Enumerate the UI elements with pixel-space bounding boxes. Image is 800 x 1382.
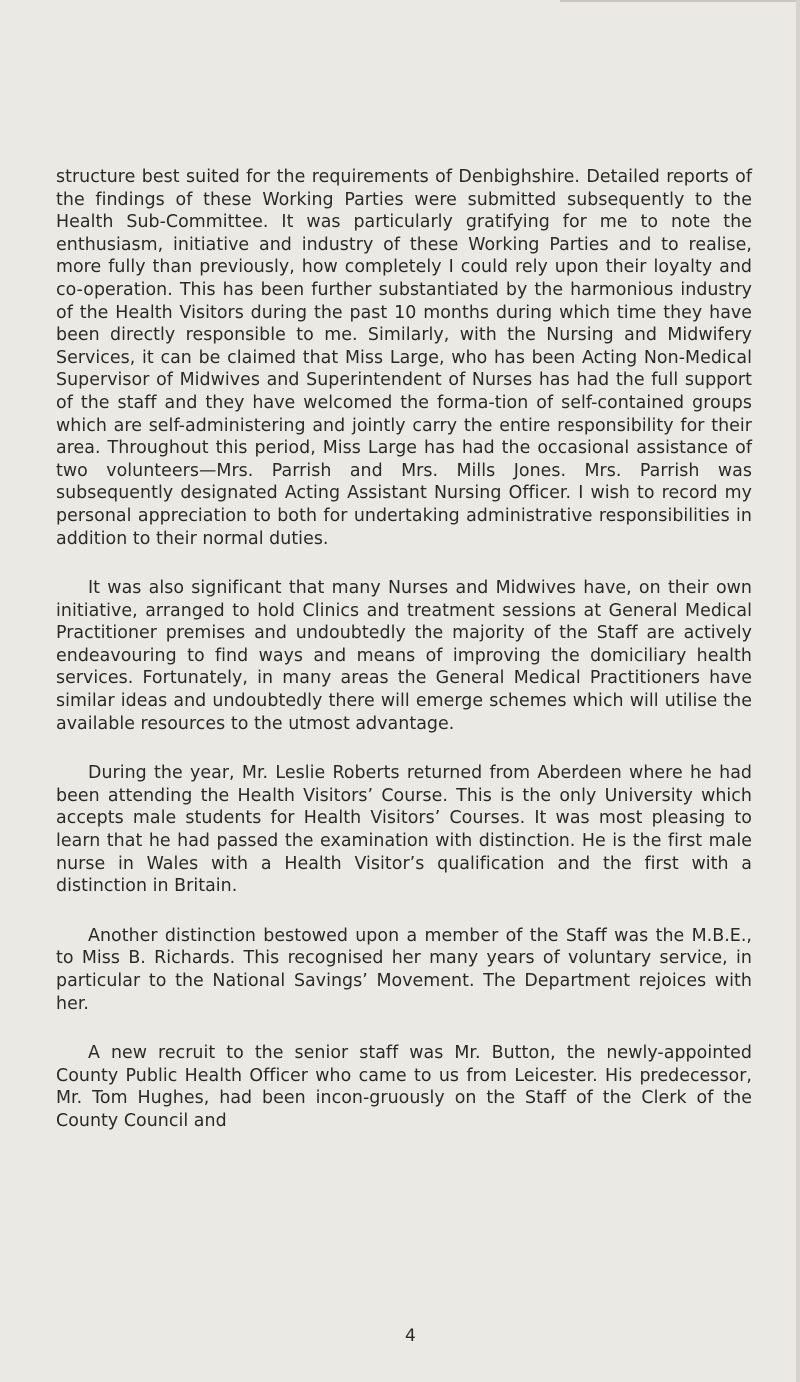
- paragraph-clinics: It was also significant that many Nurses and Midwives have, on their own initiative, arranged to hold Clinics and treatment sessions at General Medical Practitioner premises and undoubtedly the majority of the Staff are actively endeavouring to find ways and means of improving the domiciliary health services. Fortunately, in many areas the General Medical Practitioners have similar ideas and undoubtedly there will emerge schemes which will utilise the available resources to the utmost advantage.: [56, 578, 752, 734]
- scan-edge-right: [796, 0, 800, 1382]
- paragraph-health-visitors-course: During the year, Mr. Leslie Roberts returned from Aberdeen where he had been attending the Health Visitors’ Course. This is the only University which accepts male students for Health Visitors’ Courses. It was most pleasing to learn that he had passed the examination with distinction. He is the first male nurse in Wales with a Health Visitor’s qualification and the first with a distinction in Britain.: [56, 763, 752, 897]
- body-text: [56, 166, 752, 1160]
- paragraph-continuation: structure best suited for the requirements of Denbighshire. Detailed reports of the findings of these Working Parties were submitted subsequently to the Health Sub-Committee. It was particularly gratifying for me to note the enthusiasm, initiative and industry of these Working Parties and to realise, more fully than previously, how completely I could rely upon their loyalty and co-operation. This has been further substantiated by the harmonious industry of the Health Visitors during the past 10 months during which time they have been directly responsible to me. Similarly, with the Nursing and Midwifery Services, it can be claimed that Miss Large, who has been Acting Non-Medical Supervisor of Midwives and Superintendent of Nurses has had the full support of the staff and they have welcomed the forma-tion of self-contained groups which are self-administering and jointly carry the entire responsibility for their area. Throughout this period, Miss Large has had the occasional assistance of two volunteers—Mrs. Parrish and Mrs. Mills Jones. Mrs. Parrish was subsequently designated Acting Assistant Nursing Officer. I wish to record my personal appreciation to both for undertaking administrative responsibilities in addition to their normal duties.: [56, 167, 752, 549]
- scan-edge-top: [560, 0, 800, 2]
- paragraph-mbe: Another distinction bestowed upon a member of the Staff was the M.B.E., to Miss B. Richards. This recognised her many years of voluntary service, in particular to the National Savings’ Movement. The Department rejoices with her.: [56, 925, 752, 1014]
- paragraph-new-recruit: A new recruit to the senior staff was Mr. Button, the newly-appointed County Public Health Officer who came to us from Leicester. His predecessor, Mr. Tom Hughes, had been incon-gruously on the Staff of the Clerk of the County Council and: [56, 1043, 752, 1131]
- page-number: 4: [405, 1326, 416, 1346]
